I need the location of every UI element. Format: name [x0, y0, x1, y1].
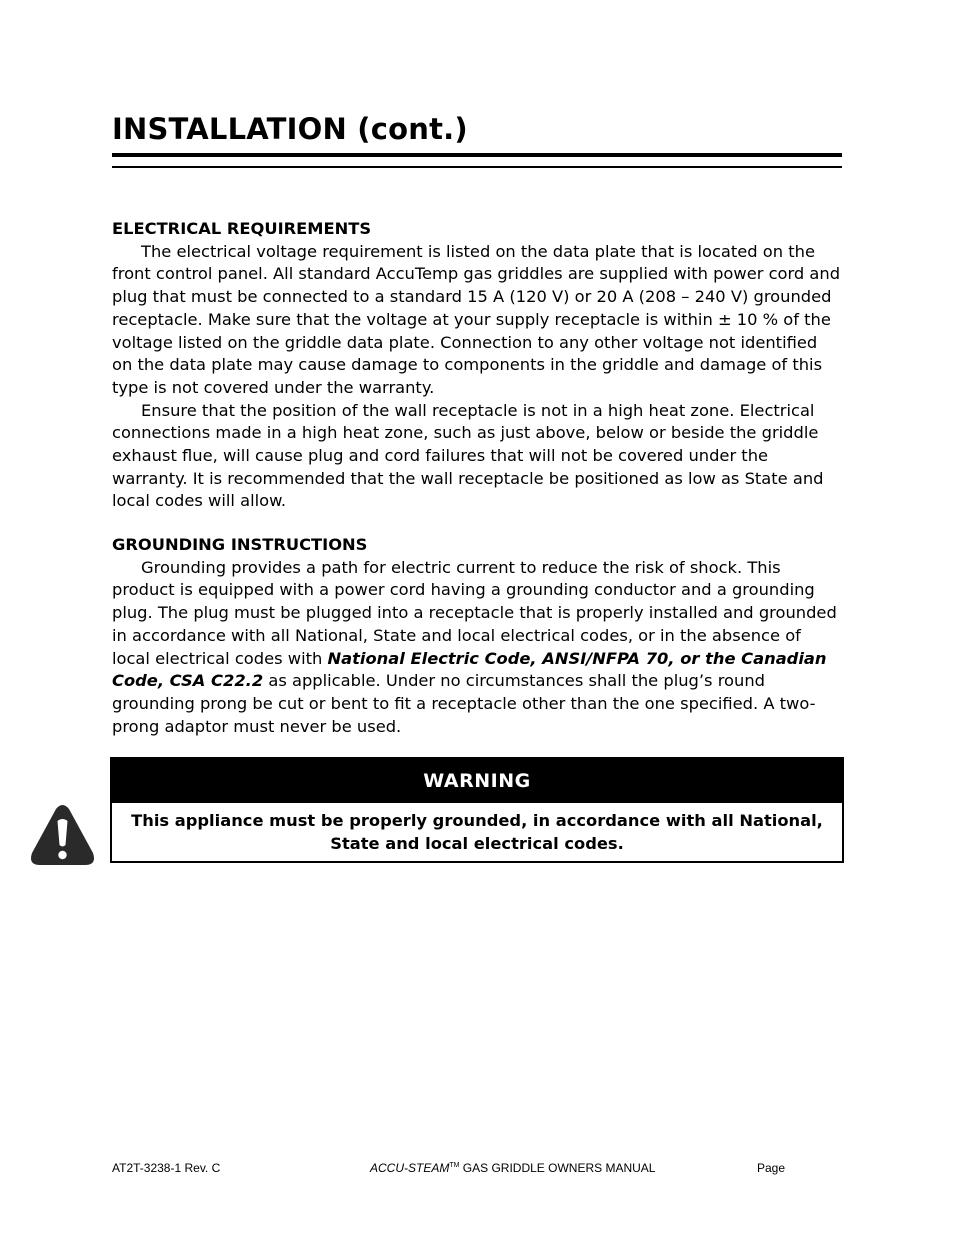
grounding-text-after: as applicable. Under no circumstances shall the plug’s round grounding prong be cut or bent to fit a receptacle other than the one specified. A two-prong adaptor must never be used. — [112, 671, 816, 736]
grounding-instructions-heading: GROUNDING INSTRUCTIONS — [112, 535, 368, 554]
warning-title: WARNING — [112, 759, 842, 803]
footer-manual-name: GAS GRIDDLE OWNERS MANUAL — [459, 1161, 656, 1175]
grounding-paragraph — [112, 557, 842, 739]
footer-page-label: Page — [757, 1161, 786, 1175]
title-rule-thick — [112, 153, 842, 157]
grounding-instructions-section — [112, 534, 842, 738]
warning-box — [110, 757, 844, 863]
electrical-paragraph-1: The electrical voltage requirement is listed on the data plate that is located on the front control panel. All standard AccuTemp gas griddles are supplied with power cord and plug that must be connected to a standard 15 A (120 V) or 20 A (208 – 240 V) grounded receptacle. Make sure that the voltage at your supply receptacle is within ± 10 % of the voltage listed on the griddle data plate. Connection to any other voltage not identified on the data plate may cause damage to components in the griddle and damage of this type is not covered under the warranty. — [112, 241, 841, 397]
exclamation-triangle-icon — [29, 803, 96, 867]
title-rule-thin — [112, 166, 842, 168]
grounding-code-reference: National Electric Code, ANSI/NFPA 70, or the Canadian Code, CSA C22.2 — [112, 648, 827, 691]
footer-doc-number: AT2T-3238-1 Rev. C — [112, 1161, 221, 1175]
footer-trademark: TM — [449, 1162, 460, 1169]
electrical-requirements-heading: ELECTRICAL REQUIREMENTS — [112, 219, 372, 238]
electrical-requirements-section — [112, 218, 842, 513]
page-title: INSTALLATION (cont.) — [112, 112, 468, 146]
footer-manual-title — [370, 1161, 655, 1175]
grounding-text-before: Grounding provides a path for electric current to reduce the risk of shock. This product is equipped with a power cord having a grounding conductor and a grounding plug. The plug must be plugged into a receptacle that is properly installed and grounded in accordance with all National, State and local electrical codes, or in the absence of local electrical codes with — [112, 557, 837, 668]
footer-brand: ACCU-STEAM — [370, 1161, 450, 1175]
warning-message: This appliance must be properly grounded, in accordance with all National, State and local electrical codes. — [131, 811, 823, 853]
electrical-paragraph-2: Ensure that the position of the wall receptacle is not in a high heat zone. Electrical connections made in a high heat zone, such as just above, below or beside the griddle exhaust flue, will cause plug and cord failures that will not be covered under the warranty. It is recommended that the wall receptacle be positioned as low as State and local codes will allow. — [112, 400, 824, 511]
